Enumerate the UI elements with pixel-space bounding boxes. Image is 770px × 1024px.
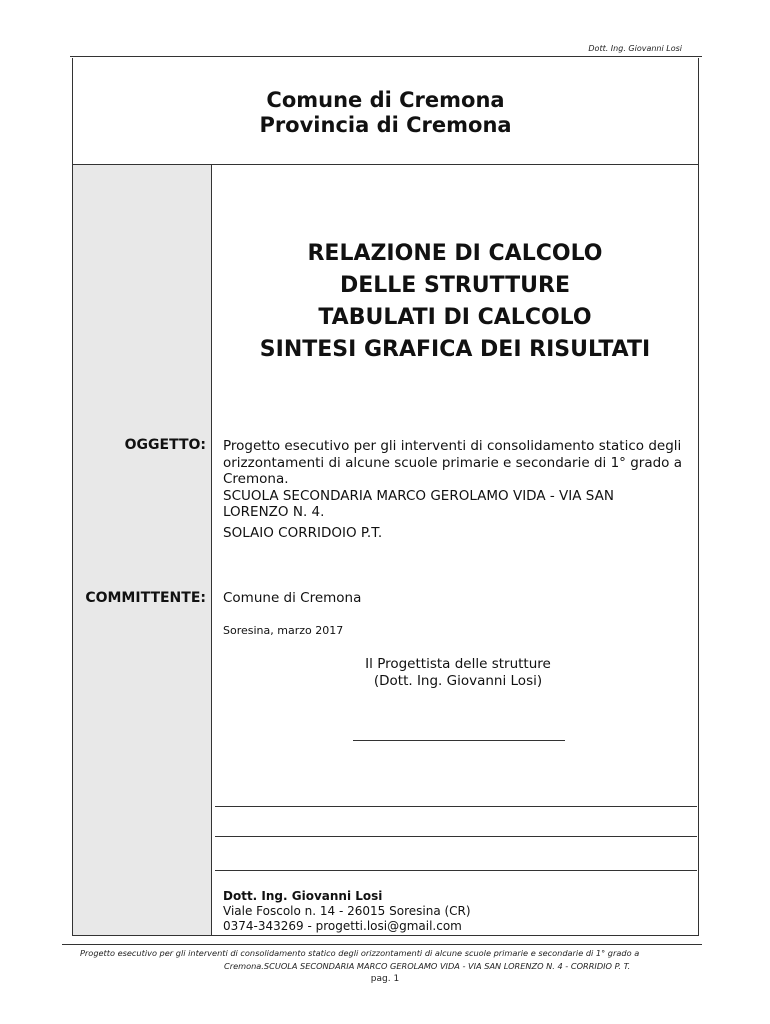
divider-rule	[215, 806, 697, 807]
province-line: Provincia di Cremona	[259, 113, 512, 137]
divider-rule	[215, 836, 697, 837]
oggetto-line: SCUOLA SECONDARIA MARCO GEROLAMO VIDA - VIA SAN	[223, 487, 614, 504]
contact-block	[223, 889, 471, 934]
main-title-line: RELAZIONE DI CALCOLO	[307, 241, 603, 266]
municipality-title	[73, 88, 698, 138]
oggetto-line: Cremona.	[223, 471, 289, 487]
header-author: Dott. Ing. Giovanni Losi	[588, 44, 682, 53]
main-title	[212, 238, 698, 366]
committente-label: COMMITTENTE:	[85, 590, 206, 606]
divider-rule	[215, 870, 697, 871]
main-title-line: SINTESI GRAFICA DEI RISULTATI	[259, 337, 651, 362]
footer-line: Progetto esecutivo per gli interventi di consolidamento statico degli orizzontamenti di alcune scuole primarie e secondarie di 1° grado a	[80, 948, 640, 958]
oggetto-line: LORENZO N. 4.	[223, 504, 325, 520]
header-divider	[70, 56, 702, 57]
contact-address: Viale Foscolo n. 14 - 26015 Soresina (CR)	[223, 904, 471, 918]
footer-divider	[62, 944, 702, 945]
title-block	[72, 58, 699, 165]
signature-name: (Dott. Ing. Giovanni Losi)	[373, 672, 543, 689]
contact-name: Dott. Ing. Giovanni Losi	[223, 889, 383, 903]
place-date: Soresina, marzo 2017	[223, 624, 344, 637]
footer-line: Cremona.SCUOLA SECONDARIA MARCO GEROLAMO VIDA - VIA SAN LORENZO N. 4 - CORRIDIO P. T.	[224, 961, 631, 971]
contact-phone-email: 0374-343269 - progetti.losi@gmail.com	[223, 919, 462, 933]
oggetto-line: orizzontamenti di alcune scuole primarie e secondarie di 1° grado a	[223, 454, 682, 471]
page-number: pag. 1	[370, 974, 400, 984]
main-title-line: TABULATI DI CALCOLO	[318, 305, 592, 330]
main-title-line: DELLE STRUTTURE	[339, 273, 571, 298]
document-body	[72, 164, 699, 936]
committente-value: Comune di Cremona	[223, 590, 362, 606]
oggetto-line: Progetto esecutivo per gli interventi di consolidamento statico degli	[223, 438, 682, 454]
oggetto-text	[223, 438, 693, 541]
signature-block	[313, 656, 603, 689]
signature-line	[353, 740, 565, 741]
label-column	[73, 165, 212, 935]
oggetto-label: OGGETTO:	[124, 437, 206, 453]
signature-role: Il Progettista delle strutture	[365, 656, 551, 672]
oggetto-line: SOLAIO CORRIDOIO P.T.	[223, 524, 383, 541]
municipality-line: Comune di Cremona	[266, 88, 505, 112]
